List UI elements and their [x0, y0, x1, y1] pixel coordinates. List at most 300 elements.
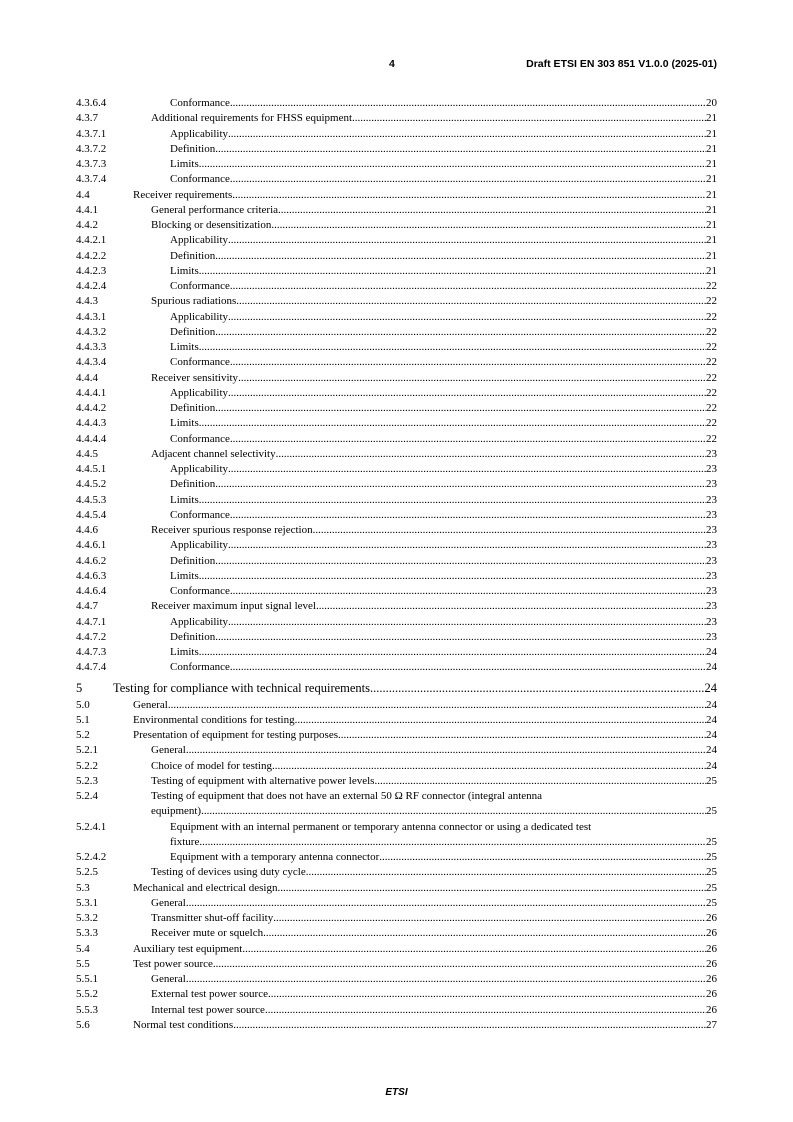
- toc-entry-title: Definition: [170, 478, 216, 491]
- toc-entry-page: 22: [706, 432, 717, 445]
- toc-entry-title: Test power source: [133, 957, 213, 970]
- toc-entry-page: 23: [706, 539, 717, 552]
- dot-leader: [201, 804, 706, 819]
- page-number: 4: [389, 58, 395, 70]
- toc-entry-number: 4.4.7.1: [76, 615, 107, 628]
- toc-entry-number: 4.4.6.3: [76, 569, 107, 582]
- toc-entry-page: 22: [706, 356, 717, 369]
- toc-entry-number: 4.4.7.2: [76, 630, 107, 643]
- toc-entry-page: 21: [706, 234, 717, 247]
- toc-entry-page: 21: [706, 264, 717, 277]
- toc-entry-number: 4.3.7.4: [76, 173, 107, 186]
- toc-entry-title: Receiver requirements: [133, 188, 233, 201]
- toc-entry[interactable]: [76, 1003, 717, 1018]
- toc-entry-title: Internal test power source: [151, 1003, 265, 1016]
- toc-entry-number: 5.1: [76, 713, 90, 726]
- dot-leader: [306, 865, 706, 880]
- toc-entry[interactable]: [76, 477, 717, 492]
- toc-entry-page: 24: [706, 713, 717, 726]
- toc-entry-page: 25: [706, 805, 717, 818]
- toc-entry[interactable]: [76, 432, 717, 447]
- toc-entry[interactable]: [76, 599, 717, 614]
- toc-entry[interactable]: [76, 462, 717, 477]
- toc-entry[interactable]: [76, 188, 717, 203]
- toc-entry-page: 23: [706, 569, 717, 582]
- toc-entry[interactable]: [76, 679, 717, 698]
- toc-entry-number: 5.2.4.1: [76, 820, 107, 833]
- toc-entry-title: Definition: [170, 325, 216, 338]
- toc-entry-number: 4.3.7.3: [76, 158, 107, 170]
- toc-entry-number: 4.4.2.1: [76, 234, 107, 247]
- toc-entry-page: 22: [706, 386, 717, 399]
- toc-entry-title: Definition: [170, 630, 216, 643]
- toc-entry-number: 4.4.6.4: [76, 585, 107, 597]
- toc-entry-title: Limits: [170, 493, 199, 506]
- footer-etsi: ETSI: [385, 1087, 408, 1098]
- toc-entry-number: 5.2.1: [76, 744, 98, 757]
- toc-entry[interactable]: [76, 1018, 717, 1033]
- dot-leader: [233, 1018, 706, 1033]
- toc-entry-number: 4.4.3.3: [76, 341, 107, 353]
- toc-entry-page: 24: [706, 744, 717, 757]
- toc-entry[interactable]: [76, 698, 717, 713]
- toc-entry-number: 4.3.7.2: [76, 142, 107, 155]
- toc-entry-page: 23: [706, 524, 717, 536]
- dot-leader: [236, 294, 706, 309]
- toc-entry-number: 5: [76, 680, 83, 695]
- toc-entry-number: 5.2.4.2: [76, 851, 107, 863]
- toc-entry-number: 4.3.7.1: [76, 127, 107, 140]
- toc-entry-page: 21: [706, 127, 717, 140]
- toc-entry-title: Limits: [170, 264, 199, 277]
- dot-leader: [232, 188, 706, 203]
- toc-entry[interactable]: [76, 896, 717, 911]
- dot-leader: [271, 218, 706, 233]
- toc-entry-title: Presentation of equipment for testing purposes: [133, 729, 338, 741]
- toc-entry-title: Applicability: [170, 463, 229, 475]
- toc-entry-number: 4.4.7.3: [76, 646, 107, 658]
- toc-entry-page: 20: [706, 97, 717, 109]
- toc-entry-number: 4.4.6.1: [76, 539, 107, 552]
- dot-leader: [228, 462, 706, 477]
- toc-entry-page: 21: [706, 188, 717, 201]
- toc-entry[interactable]: [76, 386, 717, 401]
- toc-entry-title: Conformance: [170, 661, 230, 674]
- toc-entry-number: 4.4.4: [76, 371, 98, 384]
- toc-entry-number: 5.6: [76, 1018, 90, 1031]
- toc-entry-page: 22: [706, 402, 717, 414]
- toc-entry-page: 25: [706, 896, 717, 909]
- toc-entry-number: 5.5.2: [76, 988, 98, 1001]
- toc-entry[interactable]: [76, 127, 717, 142]
- toc-entry-number: 4.4.1: [76, 203, 98, 216]
- toc-entry[interactable]: [76, 850, 717, 865]
- toc-entry[interactable]: [76, 401, 717, 416]
- toc-entry-title: General: [151, 973, 186, 985]
- toc-entry-title: Limits: [170, 569, 199, 582]
- toc-entry-title: Receiver mute or squelch: [151, 927, 264, 940]
- toc-entry[interactable]: [76, 218, 717, 233]
- toc-entry[interactable]: [76, 774, 717, 789]
- toc-entry-number: 5.3.2: [76, 912, 98, 924]
- toc-entry-page: 26: [706, 912, 717, 924]
- toc-entry-page: 23: [706, 508, 717, 521]
- toc-entry-title-line1: Testing of equipment that does not have an external 50 Ω RF connector (integral antenna: [151, 790, 543, 802]
- toc-entry-page: 21: [706, 203, 717, 216]
- toc-entry-title: Applicability: [170, 615, 229, 628]
- toc-entry[interactable]: [76, 96, 717, 111]
- toc-entry-page: 25: [706, 774, 717, 787]
- toc-entry[interactable]: [76, 865, 717, 880]
- toc-entry-title: Conformance: [170, 432, 230, 445]
- toc-entry-number: 4.4.2: [76, 219, 98, 231]
- toc-entry-title: Transmitter shut-off facility: [151, 912, 274, 924]
- toc-entry-number: 5.2.5: [76, 866, 98, 879]
- toc-entry-title: Conformance: [170, 173, 230, 186]
- toc-entry-title: Mechanical and electrical design: [133, 881, 278, 894]
- toc-entry[interactable]: [76, 660, 717, 675]
- toc-entry-page: 25: [706, 851, 717, 863]
- toc-entry-title: Conformance: [170, 97, 230, 109]
- dot-leader: [215, 325, 706, 340]
- toc-entry[interactable]: [76, 743, 717, 758]
- toc-entry[interactable]: [76, 233, 717, 248]
- dot-leader: [272, 759, 706, 774]
- toc-entry[interactable]: [76, 881, 717, 896]
- toc-entry[interactable]: [76, 172, 717, 187]
- dot-leader: [215, 249, 706, 264]
- dot-leader: [199, 493, 706, 508]
- toc-entry-title: fixture: [170, 835, 200, 848]
- toc-entry-title: Applicability: [170, 310, 229, 323]
- toc-entry[interactable]: [76, 416, 717, 431]
- toc-entry-page: 24: [706, 646, 717, 658]
- document-id: Draft ETSI EN 303 851 V1.0.0 (2025-01): [526, 58, 717, 70]
- toc-entry[interactable]: [76, 538, 717, 553]
- dot-leader: [374, 774, 706, 789]
- dot-leader: [230, 96, 706, 111]
- dot-leader: [213, 957, 706, 972]
- toc-entry-page: 26: [706, 957, 717, 970]
- toc-entry-title: equipment): [151, 805, 202, 818]
- dot-leader: [186, 896, 706, 911]
- toc-entry-title: General: [151, 896, 186, 909]
- toc-entry-title: Conformance: [170, 508, 230, 521]
- toc-entry[interactable]: [76, 911, 717, 926]
- dot-leader: [228, 233, 706, 248]
- toc-entry-number: 4.4.7.4: [76, 661, 107, 674]
- toc-entry-number: 5.5: [76, 957, 90, 970]
- toc-entry-title: Environmental conditions for testing: [133, 713, 295, 726]
- dot-leader: [295, 713, 706, 728]
- toc-entry-number: 4.3.6.4: [76, 97, 107, 109]
- dot-leader: [168, 698, 706, 713]
- toc-entry-title: Applicability: [170, 127, 229, 140]
- toc-entry-title-line1: Equipment with an internal permanent or temporary antenna connector or using a dedicated test: [170, 820, 592, 833]
- toc-entry-page: 26: [706, 942, 717, 955]
- dot-leader: [379, 850, 706, 865]
- toc-entry[interactable]: [76, 926, 717, 941]
- dot-leader: [199, 645, 706, 660]
- toc-entry-page: 24: [706, 661, 717, 674]
- toc-entry-title: Normal test conditions: [133, 1018, 234, 1031]
- toc-entry-number: 4.4.6.2: [76, 554, 107, 567]
- toc-entry[interactable]: [76, 972, 717, 987]
- dot-leader: [313, 523, 706, 538]
- toc-entry[interactable]: [76, 325, 717, 340]
- dot-leader: [273, 911, 706, 926]
- toc-entry[interactable]: [76, 615, 717, 630]
- toc-entry-page: 21: [706, 112, 717, 125]
- toc-entry-number: 4.4.5.2: [76, 478, 107, 491]
- toc-entry-page: 22: [706, 325, 717, 338]
- toc-entry-page: 26: [706, 988, 717, 1001]
- toc-entry-number: 4.4.6: [76, 524, 98, 536]
- dot-leader: [215, 142, 706, 157]
- dot-leader: [228, 538, 706, 553]
- toc-entry-title: Limits: [170, 417, 199, 430]
- toc-entry-number: 5.0: [76, 698, 90, 711]
- toc-entry[interactable]: [76, 157, 717, 172]
- toc-entry-number: 4.4.3.2: [76, 325, 107, 338]
- toc-entry[interactable]: [76, 249, 717, 264]
- toc-entry-title: Definition: [170, 554, 216, 567]
- toc-entry-title: Receiver maximum input signal level: [151, 600, 316, 613]
- dot-leader: [230, 355, 706, 370]
- dot-leader: [238, 371, 706, 386]
- toc-entry[interactable]: [76, 942, 717, 957]
- toc-entry[interactable]: [76, 371, 717, 386]
- toc-entry-title: Blocking or desensitization: [151, 219, 272, 231]
- dot-leader: [199, 157, 706, 172]
- toc-entry-page: 21: [706, 158, 717, 170]
- toc-entry-title: Applicability: [170, 234, 229, 247]
- toc-entry[interactable]: [76, 630, 717, 645]
- dot-leader: [276, 447, 706, 462]
- toc-entry-page: 23: [706, 447, 717, 460]
- dot-leader: [230, 584, 706, 599]
- dot-leader: [370, 679, 704, 698]
- dot-leader: [230, 172, 706, 187]
- dot-leader: [215, 401, 706, 416]
- dot-leader: [265, 1003, 706, 1018]
- toc-entry-page: 23: [706, 554, 717, 567]
- toc-entry-number: 5.5.1: [76, 973, 98, 985]
- dot-leader: [230, 660, 706, 675]
- toc-entry-number: 5.3.1: [76, 896, 98, 909]
- toc-entry-number: 4.4.5.1: [76, 463, 107, 475]
- toc-entry[interactable]: [76, 728, 717, 743]
- toc-entry-page: 23: [706, 630, 717, 643]
- toc-entry-page: 26: [706, 973, 717, 985]
- toc-entry-page: 27: [706, 1018, 717, 1031]
- dot-leader: [199, 416, 706, 431]
- dot-leader: [278, 203, 706, 218]
- toc-entry-number: 5.3.3: [76, 927, 98, 940]
- toc-entry[interactable]: [76, 264, 717, 279]
- toc-entry-page: 22: [706, 371, 717, 384]
- toc-entry-page: 23: [706, 585, 717, 597]
- toc-entry-title: Limits: [170, 341, 199, 353]
- toc-entry-title: Testing of equipment with alternative power levels: [151, 774, 375, 787]
- toc-entry[interactable]: [76, 508, 717, 523]
- toc-entry-title: Conformance: [170, 585, 230, 597]
- dot-leader: [186, 972, 706, 987]
- toc-entry[interactable]: [76, 142, 717, 157]
- toc-entry[interactable]: [76, 340, 717, 355]
- toc-entry-title: Receiver spurious response rejection: [151, 524, 313, 536]
- dot-leader: [215, 554, 706, 569]
- toc-entry-number: 4.4.5.4: [76, 508, 107, 521]
- toc-entry-page: 24: [706, 759, 717, 772]
- toc-entry-page: 24: [706, 698, 717, 711]
- toc-entry-number: 4.4.2.3: [76, 264, 107, 277]
- toc-entry-title: Testing of devices using duty cycle: [151, 866, 306, 879]
- toc-entry-title: Conformance: [170, 280, 230, 292]
- dot-leader: [199, 569, 706, 584]
- dot-leader: [230, 508, 706, 523]
- toc-entry-page: 22: [706, 295, 717, 308]
- toc-entry-title: Auxiliary test equipment: [133, 942, 243, 955]
- toc-entry[interactable]: [76, 713, 717, 728]
- toc-entry-number: 4.4: [76, 188, 90, 201]
- toc-entry[interactable]: [76, 279, 717, 294]
- toc-entry-title: Equipment with a temporary antenna connector: [170, 851, 380, 863]
- toc-entry-number: 4.4.3.4: [76, 356, 107, 369]
- toc-entry-page: 22: [706, 280, 717, 292]
- toc-entry-number: 4.4.2.2: [76, 249, 107, 262]
- toc-entry-page: 23: [706, 615, 717, 628]
- toc-entry-title: General: [133, 698, 168, 711]
- toc-entry[interactable]: [76, 569, 717, 584]
- dot-leader: [277, 881, 706, 896]
- toc-entry[interactable]: [76, 523, 717, 538]
- toc-entry-number: 5.2.2: [76, 759, 98, 772]
- toc-entry-number: 4.4.4.3: [76, 417, 107, 430]
- toc-entry-title: Definition: [170, 142, 216, 155]
- toc-entry-number: 4.4.3: [76, 295, 98, 308]
- dot-leader: [215, 630, 706, 645]
- toc-entry-title: Conformance: [170, 356, 230, 369]
- toc-entry-number: 4.4.4.4: [76, 432, 107, 445]
- toc-entry[interactable]: [76, 355, 717, 370]
- toc-entry-title: Limits: [170, 646, 199, 658]
- toc-entry[interactable]: [76, 789, 717, 820]
- dot-leader: [199, 340, 706, 355]
- dot-leader: [352, 111, 706, 126]
- toc-entry[interactable]: [76, 294, 717, 309]
- dot-leader: [230, 279, 706, 294]
- toc-entry-title: Limits: [170, 158, 199, 170]
- dot-leader: [215, 477, 706, 492]
- toc-entry-page: 26: [706, 927, 717, 940]
- table-of-contents: [76, 96, 717, 1033]
- toc-entry[interactable]: [76, 554, 717, 569]
- toc-entry-title: Choice of model for testing: [151, 759, 272, 772]
- toc-entry-page: 21: [706, 219, 717, 231]
- toc-entry-title: Testing for compliance with technical requirements: [113, 680, 371, 695]
- toc-entry[interactable]: [76, 957, 717, 972]
- toc-entry[interactable]: [76, 645, 717, 660]
- toc-entry[interactable]: [76, 447, 717, 462]
- dot-leader: [228, 386, 706, 401]
- dot-leader: [228, 615, 706, 630]
- toc-entry-number: 4.4.4.2: [76, 402, 107, 414]
- dot-leader: [230, 432, 706, 447]
- toc-entry-number: 4.3.7: [76, 112, 98, 125]
- toc-entry-number: 5.2.4: [76, 790, 98, 802]
- dot-leader: [228, 310, 706, 325]
- toc-entry-title: External test power source: [151, 988, 268, 1001]
- toc-entry-title: Definition: [170, 249, 216, 262]
- toc-entry-page: 26: [706, 1003, 717, 1016]
- toc-entry-number: 4.4.3.1: [76, 310, 107, 323]
- toc-entry-number: 5.4: [76, 942, 90, 955]
- toc-entry-number: 4.4.7: [76, 600, 98, 613]
- toc-entry-title: Definition: [170, 402, 216, 414]
- toc-entry-title: Additional requirements for FHSS equipment: [151, 112, 353, 125]
- toc-entry[interactable]: [76, 820, 717, 851]
- toc-entry-number: 5.5.3: [76, 1003, 98, 1016]
- toc-entry-number: 5.2.3: [76, 774, 98, 787]
- toc-entry[interactable]: [76, 310, 717, 325]
- toc-entry-title: Applicability: [170, 539, 229, 552]
- toc-entry[interactable]: [76, 584, 717, 599]
- toc-entry-number: 4.4.2.4: [76, 280, 107, 292]
- toc-entry-page: 23: [706, 478, 717, 491]
- toc-entry[interactable]: [76, 759, 717, 774]
- toc-entry[interactable]: [76, 987, 717, 1002]
- toc-entry-page: 21: [706, 142, 717, 155]
- dot-leader: [199, 835, 706, 850]
- toc-entry-page: 24: [706, 729, 717, 741]
- dot-leader: [228, 127, 706, 142]
- dot-leader: [338, 728, 706, 743]
- toc-entry-number: 5.3: [76, 881, 90, 894]
- toc-entry-title: General: [151, 744, 186, 757]
- toc-entry-page: 23: [706, 600, 717, 613]
- toc-entry-page: 25: [706, 881, 717, 894]
- toc-entry-page: 22: [706, 417, 717, 430]
- toc-entry-number: 4.4.5.3: [76, 493, 107, 506]
- toc-entry-page: 23: [706, 463, 717, 475]
- toc-entry-page: 22: [706, 310, 717, 323]
- toc-entry-page: 21: [706, 249, 717, 262]
- dot-leader: [268, 987, 706, 1002]
- toc-entry-page: 22: [706, 341, 717, 353]
- toc-entry-title: Adjacent channel selectivity: [151, 447, 276, 460]
- toc-entry-page: 23: [706, 493, 717, 506]
- toc-entry-number: 4.4.4.1: [76, 386, 107, 399]
- toc-entry-title: Spurious radiations: [151, 295, 237, 308]
- toc-entry-number: 4.4.5: [76, 447, 98, 460]
- toc-entry-page: 25: [706, 866, 717, 879]
- toc-entry-page: 21: [706, 173, 717, 186]
- toc-entry-page: 25: [706, 835, 717, 848]
- toc-entry[interactable]: [76, 111, 717, 126]
- toc-entry-title: Applicability: [170, 386, 229, 399]
- toc-entry-number: 5.2: [76, 729, 90, 741]
- dot-leader: [263, 926, 706, 941]
- toc-entry[interactable]: [76, 203, 717, 218]
- toc-entry-title: Receiver sensitivity: [151, 371, 239, 384]
- toc-entry-title: General performance criteria: [151, 203, 279, 216]
- dot-leader: [242, 942, 706, 957]
- dot-leader: [316, 599, 706, 614]
- dot-leader: [199, 264, 706, 279]
- dot-leader: [186, 743, 706, 758]
- toc-entry[interactable]: [76, 493, 717, 508]
